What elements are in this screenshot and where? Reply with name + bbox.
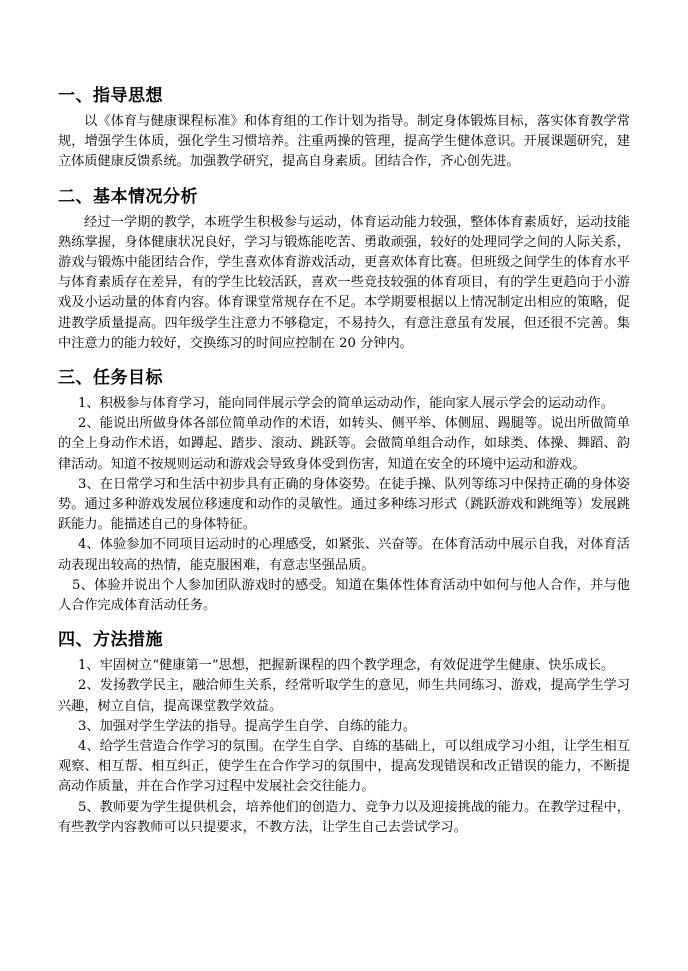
list-item: 3、加强对学生学法的指导。提高学生自学、自练的能力。 — [78, 718, 417, 734]
section-heading: 一、指导思想 — [58, 86, 163, 106]
list-item: 5、教师要为学生提供机会，培养他们的创造力、竞争力以及迎接挑战的能力。在教学过程中，有些教学内容教师可以只提要求，不教方法，让学生自己去尝试学习。 — [58, 799, 630, 835]
list-item: 4、给学生营造合作学习的氛围。在学生自学、自练的基础上，可以组成学习小组，让学生相互观察、相互帮、相互纠正，使学生在合作学习的氛围中，提高发现错误和改正错误的能力，不断提高动作质量，并在合作学习过程中发展社会交往能力。 — [58, 739, 630, 795]
section-situation-analysis — [58, 185, 630, 354]
section-heading: 三、任务目标 — [58, 368, 163, 389]
list-item: 3、在日常学习和生活中初步具有正确的身体姿势。在徒手操、队列等练习中保持正确的身体姿势。通过多种游戏发展位移速度和动作的灵敏性。通过多种练习形式（跳跃游戏和跳绳等）发展跳跃能力。能描述自己的身体特征。 — [58, 476, 630, 533]
list-item: 2、发扬教学民主，融洽师生关系，经常听取学生的意见，师生共同练习、游戏，提高学生学习兴趣，树立自信，提高课堂教学效益。 — [58, 678, 630, 714]
list-item: 1、积极参与体育学习，能向同伴展示学会的简单运动动作，能向家人展示学会的运动动作。 — [78, 396, 614, 412]
list-item: 4、体验参加不同项目运动时的心理感受，如紧张、兴奋等。在体育活动中展示自我，对体育活动表现出较高的热情，能克服困难，有意志坚强品质。 — [58, 537, 630, 573]
section-guiding-ideology — [58, 84, 630, 173]
list-item: 1、牢固树立“健康第一”思想，把握新课程的四个教学理念，有效促进学生健康、快乐成长。 — [78, 658, 615, 674]
list-item: 5、体验并说出个人参加团队游戏时的感受。知道在集体性体育活动中如何与他人合作，并与他人合作完成体育活动任务。 — [58, 577, 630, 614]
section-methods — [58, 628, 630, 838]
section-heading: 四、方法措施 — [58, 630, 163, 651]
list-item: 2、能说出所做身体各部位简单动作的术语，如转头、侧平举、体侧屈、踢腿等。说出所做简单的全上身动作术语，如蹲起、踏步、滚动、跳跃等。会做简单组合动作，如球类、体操、舞蹈、韵律活动。知道不按规则运动和游戏会导致身体受到伤害，知道在安全的环境中运动和游戏。 — [58, 416, 630, 472]
paragraph: 经过一学期的教学，本班学生积极参与运动，体育运动能力较强，整体体育素质好，运动技能熟练掌握，身体健康状况良好，学习与锻炼能吃苦、勇敢顽强，较好的处理同学之间的人际关系，游戏与锻炼中能团结合作，学生喜欢体育游戏活动，更喜欢体育比赛。但班级之间学生的体育水平与体育素质存在差异，有的学生比较活跃，喜欢一些竞技较强的体育项目，有的学生更趋向于小游戏及小运动量的体育内容。体育课堂常规存在不足。本学期要根据以上情况制定出相应的策略，促进教学质量提高。四年级学生注意力不够稳定，不易持久，有意注意虽有发展，但还很不完善。集中注意力的能力较好，交换练习的时间应控制在 20 分钟内。 — [58, 214, 630, 351]
section-heading: 二、基本情况分析 — [58, 186, 198, 207]
paragraph: 以《体育与健康课程标准》和体育组的工作计划为指导。制定身体锻炼目标，落实体育教学常规，增强学生体质，强化学生习惯培养。注重两操的管理，提高学生健体意识。开展课题研究，建立体质健康反馈系统。加强教学研究，提高自身素质。团结合作，齐心创先进。 — [58, 114, 630, 170]
section-task-goals — [58, 366, 630, 616]
